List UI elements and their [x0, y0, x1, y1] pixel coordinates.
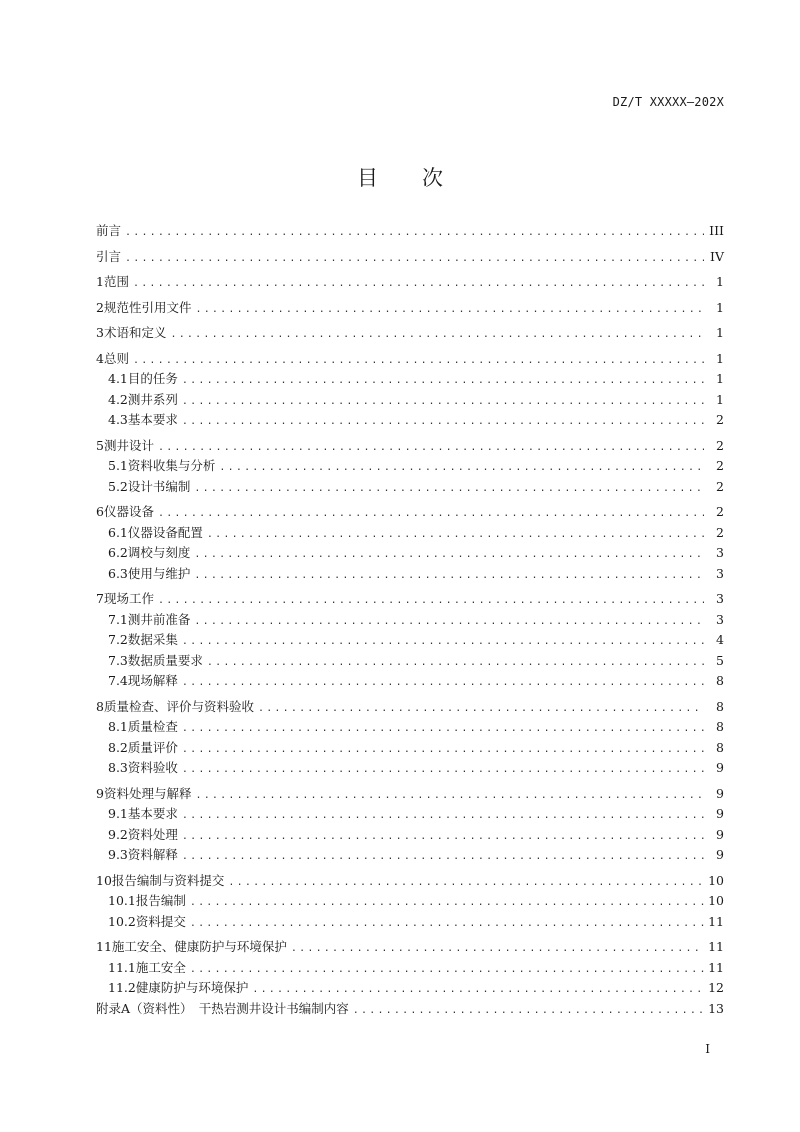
toc-entry-page: 9 — [716, 785, 724, 801]
toc-leader-dots — [228, 877, 704, 888]
toc-entry-label: 范围 — [103, 274, 129, 289]
toc-entry-number: 11 — [96, 939, 112, 954]
toc-entry-number: 6 — [96, 504, 104, 519]
toc-entry[interactable] — [96, 456, 724, 477]
toc-entry-number: 7.4 — [108, 673, 128, 688]
page-title: 目次 — [357, 166, 487, 190]
toc-entry-label: 健康防护与环境保护 — [135, 980, 249, 995]
toc-leader-dots — [353, 1005, 704, 1016]
toc-entry-label: 目的任务 — [127, 371, 178, 386]
toc-leader-dots — [194, 549, 704, 560]
toc-leader-dots — [158, 508, 704, 519]
toc-leader-dots — [182, 744, 704, 755]
toc-entry-page: 11 — [708, 913, 724, 929]
toc-entry-label: 设计书编制 — [127, 478, 191, 494]
toc-leader-dots — [182, 764, 704, 775]
toc-entry[interactable] — [96, 369, 724, 390]
toc-entry[interactable] — [96, 738, 724, 759]
toc-leader-dots — [219, 462, 704, 473]
toc-entry[interactable] — [96, 477, 724, 498]
toc-entry-page: 11 — [708, 939, 724, 954]
toc-entry-page: 8 — [716, 698, 724, 714]
toc-entry[interactable] — [96, 502, 724, 523]
toc-entry-number: 5 — [96, 437, 104, 453]
toc-leader-dots — [125, 227, 704, 238]
toc-entry[interactable] — [96, 610, 724, 631]
toc-entry-number: 10.1 — [108, 893, 136, 908]
toc-entry-label: 质量评价 — [127, 739, 178, 755]
toc-leader-dots — [252, 984, 704, 995]
toc-leader-dots — [258, 703, 704, 714]
toc-leader-dots — [182, 851, 704, 862]
toc-entry[interactable] — [96, 999, 724, 1020]
toc-entry-page: 2 — [716, 504, 724, 519]
toc-entry[interactable] — [96, 221, 724, 242]
toc-entry-label: 资料处理 — [127, 826, 178, 842]
toc-entry-label: 测井系列 — [127, 391, 178, 407]
toc-entry-number: 5.2 — [108, 478, 128, 494]
toc-entry-label: 基本要求 — [127, 412, 178, 427]
toc-entry-page: 3 — [716, 591, 724, 606]
toc-entry-number: 1 — [96, 274, 104, 289]
toc-entry-page: 9 — [716, 806, 724, 821]
toc-entry-label: 资料验收 — [127, 760, 178, 775]
toc-entry-label: 附录A（资料性） 干热岩测井设计书编制内容 — [96, 1000, 349, 1016]
toc-entry-page: 1 — [716, 391, 724, 407]
toc-entry-page: 11 — [708, 959, 724, 975]
toc-entry-page: 1 — [716, 371, 724, 386]
toc-entry[interactable] — [96, 912, 724, 933]
toc-entry-page: 9 — [716, 760, 724, 775]
toc-entry[interactable] — [96, 589, 724, 610]
toc-entry[interactable] — [96, 871, 724, 892]
toc-entry-page: 2 — [716, 412, 724, 427]
toc-leader-dots — [190, 964, 704, 975]
toc-entry-page: 9 — [716, 847, 724, 862]
toc-entry-page: 8 — [716, 719, 724, 734]
toc-entry-label: 资料提交 — [135, 913, 186, 929]
toc-entry-number: 9.1 — [108, 806, 128, 821]
toc-entry-label: 现场解释 — [127, 673, 178, 688]
toc-entry[interactable] — [96, 758, 724, 779]
toc-entry-label: 使用与维护 — [127, 565, 191, 581]
toc-entry-page: 1 — [716, 325, 724, 340]
toc-entry-page: 5 — [716, 652, 724, 668]
toc-leader-dots — [182, 831, 704, 842]
toc-leader-dots — [133, 355, 704, 366]
toc-entry-label: 数据采集 — [127, 632, 178, 647]
toc-entry[interactable] — [96, 651, 724, 672]
toc-entry-number: 7.2 — [108, 632, 128, 647]
toc-entry-page: IV — [710, 248, 724, 264]
toc-entry-label: 施工安全 — [135, 959, 186, 975]
table-of-contents — [96, 221, 724, 1019]
toc-entry[interactable] — [96, 937, 724, 958]
toc-entry[interactable] — [96, 272, 724, 293]
toc-entry-number: 8.3 — [108, 760, 128, 775]
toc-leader-dots — [195, 304, 704, 315]
toc-entry-label: 质量检查、评价与资料验收 — [103, 698, 254, 714]
toc-entry-label: 测井前准备 — [127, 611, 191, 627]
toc-entry-page: 2 — [716, 458, 724, 473]
toc-entry[interactable] — [96, 410, 724, 431]
toc-entry-number: 6.3 — [108, 565, 128, 581]
toc-entry-label: 仪器设备 — [103, 504, 154, 519]
toc-entry-number: 3 — [96, 325, 104, 340]
toc-leader-dots — [182, 416, 704, 427]
toc-entry[interactable] — [96, 298, 724, 319]
toc-entry-number: 8.1 — [108, 719, 128, 734]
toc-entry[interactable] — [96, 845, 724, 866]
toc-entry-number: 4.3 — [108, 412, 128, 427]
toc-entry-page: 9 — [716, 826, 724, 842]
toc-entry[interactable] — [96, 630, 724, 651]
toc-entry-number: 5.1 — [108, 458, 128, 473]
toc-entry-page: 12 — [708, 980, 724, 995]
toc-leader-dots — [125, 253, 704, 264]
toc-leader-dots — [195, 790, 704, 801]
toc-entry[interactable] — [96, 958, 724, 979]
toc-entry[interactable] — [96, 978, 724, 999]
toc-entry-page: 2 — [716, 478, 724, 494]
toc-entry[interactable] — [96, 825, 724, 846]
toc-entry-number: 4 — [96, 350, 104, 366]
toc-entry-number: 4.1 — [108, 371, 128, 386]
toc-entry-page: 13 — [708, 1000, 724, 1016]
toc-entry-number: 7.3 — [108, 652, 128, 668]
toc-entry-label: 施工安全、健康防护与环境保护 — [111, 939, 287, 954]
toc-entry-page: 8 — [716, 673, 724, 688]
toc-entry-page: 2 — [716, 437, 724, 453]
toc-entry[interactable] — [96, 804, 724, 825]
toc-entry[interactable] — [96, 671, 724, 692]
toc-entry-number: 7.1 — [108, 611, 128, 627]
toc-leader-dots — [170, 329, 704, 340]
toc-entry[interactable] — [96, 436, 724, 457]
toc-entry-label: 调校与刻度 — [127, 545, 191, 560]
toc-entry-label: 规范性引用文件 — [103, 299, 192, 315]
toc-entry-label: 基本要求 — [127, 806, 178, 821]
toc-leader-dots — [190, 897, 704, 908]
toc-entry-label: 术语和定义 — [103, 325, 167, 340]
toc-entry[interactable] — [96, 523, 724, 544]
toc-entry-page: 1 — [716, 274, 724, 289]
toc-leader-dots — [207, 529, 704, 540]
toc-entry[interactable] — [96, 717, 724, 738]
toc-entry[interactable] — [96, 543, 724, 564]
toc-entry-page: 10 — [708, 893, 724, 908]
toc-entry-number: 9.2 — [108, 826, 128, 842]
toc-leader-dots — [158, 595, 704, 606]
toc-entry-label: 报告编制与资料提交 — [111, 872, 225, 888]
toc-entry-page: 1 — [716, 299, 724, 315]
toc-entry-number: 10 — [96, 872, 112, 888]
toc-entry-label: 测井设计 — [103, 437, 154, 453]
toc-entry-page: 4 — [716, 632, 724, 647]
toc-entry-page: 2 — [716, 524, 724, 540]
toc-leader-dots — [182, 375, 704, 386]
toc-leader-dots — [182, 396, 704, 407]
toc-entry[interactable] — [96, 891, 724, 912]
toc-entry-number: 8.2 — [108, 739, 128, 755]
toc-entry-number: 4.2 — [108, 391, 128, 407]
toc-entry-label: 现场工作 — [103, 591, 154, 606]
toc-entry-page: 10 — [708, 872, 724, 888]
toc-entry[interactable] — [96, 564, 724, 585]
toc-entry[interactable] — [96, 390, 724, 411]
toc-entry-page: 3 — [716, 565, 724, 581]
toc-entry-number: 9.3 — [108, 847, 128, 862]
toc-entry-label: 质量检查 — [127, 719, 178, 734]
toc-entry-number: 11.2 — [108, 980, 136, 995]
toc-entry-label: 引言 — [96, 248, 122, 264]
toc-entry-page: 8 — [716, 739, 724, 755]
toc-entry-number: 9 — [96, 785, 104, 801]
toc-leader-dots — [182, 723, 704, 734]
document-id: DZ/T XXXXX—202X — [612, 95, 724, 109]
toc-entry-label: 仪器设备配置 — [127, 524, 203, 540]
toc-entry[interactable] — [96, 247, 724, 268]
toc-entry-label: 前言 — [96, 223, 122, 238]
toc-entry-number: 8 — [96, 698, 104, 714]
toc-entry-number: 6.2 — [108, 545, 128, 560]
toc-leader-dots — [158, 442, 704, 453]
toc-entry-label: 数据质量要求 — [127, 652, 203, 668]
toc-entry-label: 资料处理与解释 — [103, 785, 192, 801]
toc-entry[interactable] — [96, 323, 724, 344]
toc-entry-page: 3 — [716, 545, 724, 560]
toc-entry[interactable] — [96, 784, 724, 805]
toc-leader-dots — [182, 810, 704, 821]
toc-entry-page: 1 — [716, 350, 724, 366]
toc-entry-label: 资料收集与分析 — [127, 458, 216, 473]
toc-leader-dots — [133, 278, 704, 289]
toc-leader-dots — [207, 657, 704, 668]
toc-entry-label: 总则 — [103, 350, 129, 366]
toc-leader-dots — [291, 943, 704, 954]
toc-leader-dots — [194, 616, 704, 627]
toc-entry-number: 10.2 — [108, 913, 136, 929]
toc-leader-dots — [182, 636, 704, 647]
page-number: I — [705, 1042, 710, 1056]
toc-entry[interactable] — [96, 349, 724, 370]
toc-leader-dots — [182, 677, 704, 688]
toc-leader-dots — [194, 483, 704, 494]
toc-entry-number: 7 — [96, 591, 104, 606]
toc-entry-page: III — [709, 223, 724, 238]
toc-entry-label: 资料解释 — [127, 847, 178, 862]
toc-entry-number: 11.1 — [108, 959, 136, 975]
toc-leader-dots — [194, 570, 704, 581]
toc-entry[interactable] — [96, 697, 724, 718]
toc-entry-number: 6.1 — [108, 524, 128, 540]
toc-entry-page: 3 — [716, 611, 724, 627]
toc-leader-dots — [190, 918, 704, 929]
toc-entry-label: 报告编制 — [135, 893, 186, 908]
toc-entry-number: 2 — [96, 299, 104, 315]
